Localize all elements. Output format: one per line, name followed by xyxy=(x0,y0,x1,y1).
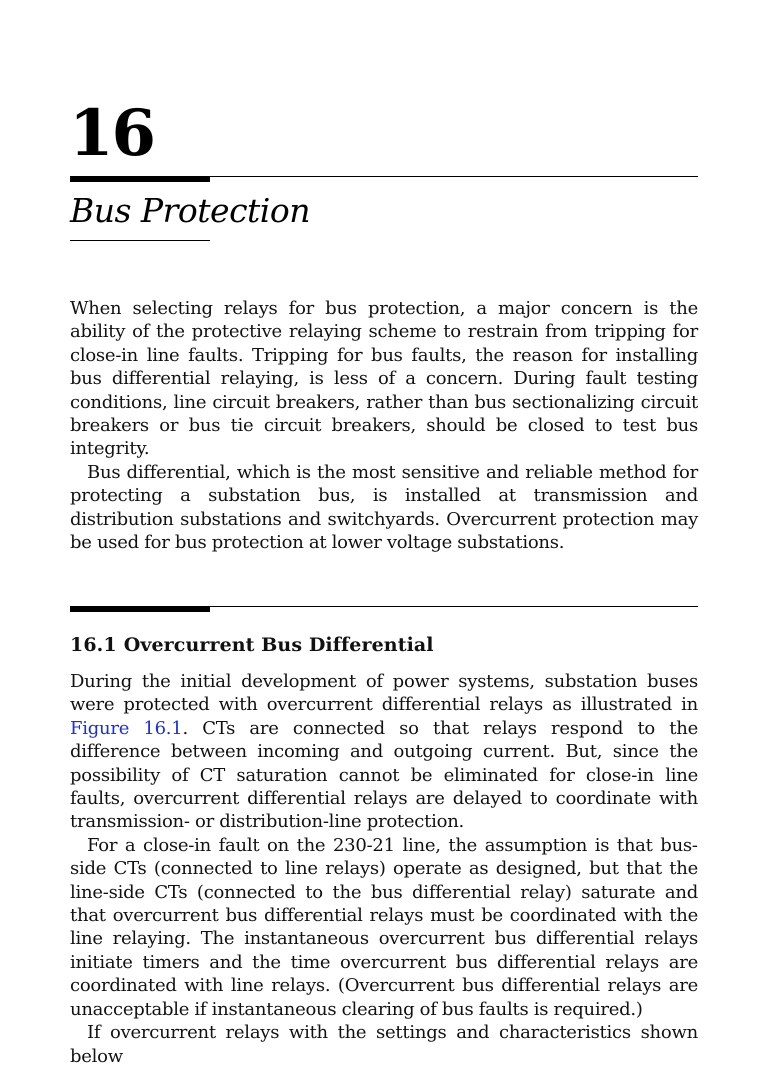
section-title: Overcurrent Bus Differential xyxy=(123,634,434,656)
chapter-rule-thick xyxy=(70,176,210,182)
figure-16-1-link[interactable]: Figure 16.1 xyxy=(70,717,183,739)
chapter-title-underline xyxy=(70,240,210,241)
chapter-title: Bus Protection xyxy=(70,191,310,230)
section-paragraph-2: For a close-in fault on the 230-21 line, the assumption is that busside CTs (connected to line relays) operate as designed, but that the line-side CTs (connected to the bus differential relay) saturate and that overcurrent bus differential relays must be coordinated with the line relaying. The instantaneous overcurrent bus differential relays initiate timers and the time overcurrent bus differential relays are coordinated with line relays. (Overcurrent bus differential relays are unacceptable if instantaneous clearing of bus faults is required.) xyxy=(70,834,698,1020)
intro-paragraph-1: When selecting relays for bus protection, a major concern is the ability of the protective relaying scheme to restrain from tripping for close-in line faults. Tripping for bus faults, the reason for installing bus differential relaying, is less of a concern. During fault testing conditions, line circuit breakers, rather than bus sectionalizing circuit breakers or bus tie circuit breakers, should be closed to test bus integrity. xyxy=(70,298,698,460)
section-paragraph-1-start: During the initial development of power systems, substation buses were protected with overcurrent differential relays as illustrated in xyxy=(70,671,698,716)
section-paragraph-1-end: . CTs are connected so that relays respond to the difference between incoming and outgoing current. But, since the possibility of CT saturation cannot be eliminated for close-in line faults, overcurrent differential relays are delayed to coordinate with transmission- or distribution-line protection. xyxy=(70,717,699,833)
intro-text xyxy=(70,297,698,554)
section-rule-thick xyxy=(70,606,210,612)
intro-paragraph-2: Bus differential, which is the most sensitive and reliable method for protecting a substation bus, is installed at transmission and distribution substations and switchyards. Overcurrent protection may be used for bus protection at lower voltage substations. xyxy=(70,461,698,554)
section-number: 16.1 xyxy=(70,634,117,656)
chapter-number: 16 xyxy=(69,96,155,171)
section-paragraph-3: If overcurrent relays with the settings and characteristics shown below xyxy=(70,1022,698,1067)
section-paragraph-1 xyxy=(70,670,698,834)
section-text xyxy=(70,670,698,1068)
section-heading xyxy=(70,633,434,657)
